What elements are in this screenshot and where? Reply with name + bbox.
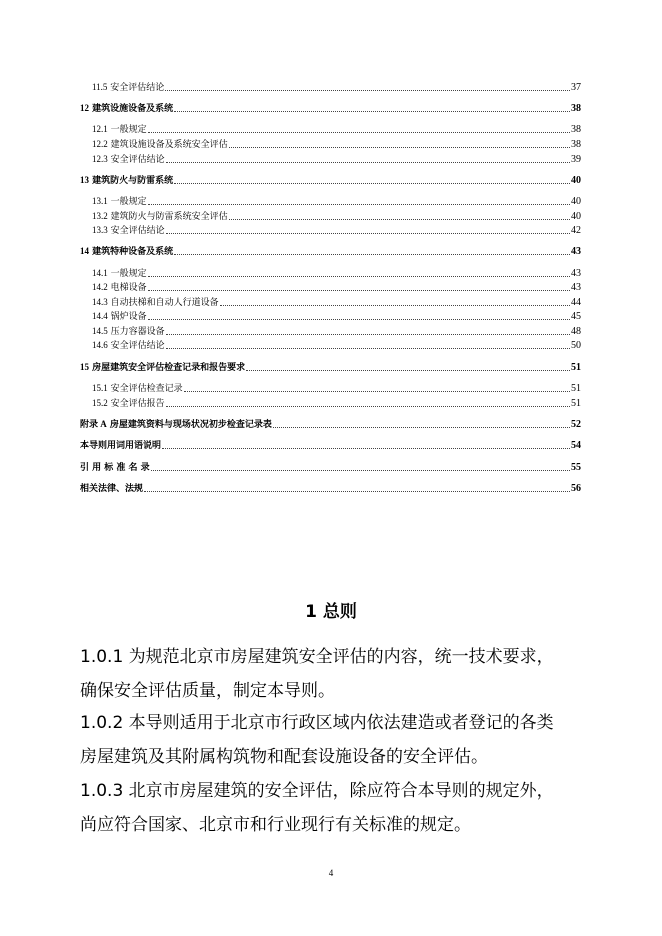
toc-entry[interactable] [0,137,662,151]
toc-entry[interactable] [0,360,662,374]
toc-entry-text: 建筑防火与防雷系统安全评估 [110,212,228,222]
page-number: 4 [328,868,334,878]
toc-entry[interactable] [0,338,662,352]
toc-entry-title [92,195,147,208]
toc-entry[interactable] [0,152,662,166]
toc-entry-title [92,153,165,166]
toc-entry-number: 12 [80,103,89,113]
toc-entry-text: 压力容器设备 [110,327,165,337]
toc-entry-title [80,245,173,258]
toc-entry-title [92,325,165,338]
toc-leader-dots [229,146,570,148]
toc-entry[interactable] [0,244,662,258]
toc-leader-dots [148,131,570,133]
toc-entry-title [80,483,143,495]
clause-1-0-2 [80,706,590,774]
toc-entry-page: 51 [571,383,581,394]
toc-entry-page: 38 [571,103,581,114]
toc-entry-title [92,224,165,237]
toc-leader-dots [273,426,570,428]
toc-entry-title [92,210,228,223]
toc-entry[interactable] [0,438,662,452]
toc-leader-dots [174,182,570,184]
toc-entry-number: 14.3 [92,297,108,307]
toc-entry-text: 安全评估结论 [110,226,165,236]
toc-entry-text: 房屋建筑资料与现场状况初步检查记录表 [109,420,272,430]
toc-entry-title [92,123,147,136]
toc-entry-text: 自动扶梯和自动人行道设备 [110,298,219,308]
toc-entry-number: 13.1 [92,196,108,206]
toc-entry-title [92,310,147,323]
toc-entry-page: 38 [571,124,581,135]
toc-entry-page: 51 [571,398,581,409]
toc-entry-text: 建筑设施设备及系统安全评估 [110,140,228,150]
toc-entry-title [80,174,173,187]
toc-entry-text: 建筑设施设备及系统 [92,104,174,114]
toc-entry-text: 安全评估结论 [110,341,165,351]
toc-entry-text: 房屋建筑安全评估检查记录和报告要求 [92,363,246,373]
toc-entry[interactable] [0,122,662,136]
toc-leader-dots [148,275,570,277]
toc-entry[interactable] [0,80,662,94]
toc-leader-dots [148,203,570,205]
toc-entry-page: 40 [571,196,581,207]
toc-leader-dots [148,318,570,320]
toc-entry[interactable] [0,295,662,309]
toc-leader-dots [166,405,570,407]
toc-entry-number: 12.3 [92,154,108,164]
toc-entry-title [92,296,219,309]
toc-entry-number: 12.1 [92,124,108,134]
toc-entry-text: 安全评估结论 [110,155,165,165]
toc-leader-dots [174,110,570,112]
toc-entry-text: 一般规定 [110,125,147,135]
toc-entry-title [92,397,165,410]
toc-entry-page: 37 [571,82,581,93]
toc-leader-dots [166,347,570,349]
toc-entry-number: 14.2 [92,282,108,292]
toc-entry-text: 安全评估报告 [110,399,165,409]
toc-entry-title [92,382,183,395]
toc-entry-text: 电梯设备 [110,283,147,293]
toc-leader-dots [166,161,570,163]
toc-entry-title [92,138,228,151]
clause-1-0-3-line2: 尚应符合国家、北京市和行业现行有关标准的规定。 [80,815,471,835]
toc-entry[interactable] [0,460,662,474]
toc-entry-text: 锅炉设备 [110,312,147,322]
toc-entry-text: 建筑防火与防雷系统 [92,176,174,186]
toc-entry-page: 55 [571,462,581,473]
toc-entry[interactable] [0,209,662,223]
toc-entry-text: 一般规定 [110,269,147,279]
toc-entry[interactable] [0,101,662,115]
toc-entry-page: 52 [571,419,581,430]
toc-entry-title [92,281,147,294]
toc-entry-text: 安全评估结论 [110,83,165,93]
toc-leader-dots [165,89,570,91]
toc-entry[interactable] [0,223,662,237]
toc-entry-number: 15.2 [92,398,108,408]
toc-leader-dots [148,289,570,291]
toc-entry-title [80,462,150,474]
toc-entry[interactable] [0,280,662,294]
toc-entry-page: 51 [571,362,581,373]
section-heading: 1 总则 [305,602,357,622]
toc-entry[interactable] [0,173,662,187]
toc-entry-page: 48 [571,326,581,337]
toc-entry-number: 附录 A [80,419,107,429]
toc-leader-dots [174,253,570,255]
toc-entry-number: 15.1 [92,383,108,393]
toc-entry-title [92,339,165,352]
toc-entry-page: 43 [571,268,581,279]
toc-entry-page: 39 [571,154,581,165]
toc-entry-text: 引 用 标 准 名 录 [80,463,150,473]
toc-entry[interactable] [0,381,662,395]
toc-entry-number: 12.2 [92,139,108,149]
toc-leader-dots [166,232,570,234]
toc-leader-dots [151,469,570,471]
toc-entry-number: 14.1 [92,268,108,278]
clause-1-0-1 [80,640,590,708]
toc-leader-dots [220,304,570,306]
toc-entry-page: 43 [571,282,581,293]
toc-entry-page: 42 [571,225,581,236]
toc-entry[interactable] [0,266,662,280]
toc-entry[interactable] [0,481,662,495]
toc-entry-page: 45 [571,311,581,322]
toc-entry-text: 相关法律、法规 [80,484,144,494]
toc-entry-text: 一般规定 [110,197,147,207]
toc-leader-dots [144,490,570,492]
toc-entry-title [92,267,147,280]
clause-1-0-3 [80,774,590,842]
toc-entry-number: 15 [80,362,89,372]
toc-entry[interactable] [0,194,662,208]
clause-1-0-1-line1: 1.0.1 为规范北京市房屋建筑安全评估的内容，统一技术要求， [80,647,554,667]
toc-leader-dots [184,390,570,392]
toc-entry-number: 13.3 [92,225,108,235]
toc-entry-page: 40 [571,211,581,222]
toc-entry-text: 本导则用词用语说明 [80,441,162,451]
toc-entry-page: 44 [571,297,581,308]
clause-1-0-2-line2: 房屋建筑及其附属构筑物和配套设施设备的安全评估。 [80,747,488,767]
toc-entry-title [80,418,272,431]
toc-entry-title [80,440,161,452]
toc-entry-page: 38 [571,139,581,150]
toc-leader-dots [162,447,570,449]
toc-entry-title [80,102,173,115]
toc-leader-dots [166,333,570,335]
toc-entry-page: 50 [571,340,581,351]
toc-entry-page: 54 [571,440,581,451]
toc-entry-text: 安全评估检查记录 [110,384,183,394]
toc-entry-number: 14.5 [92,326,108,336]
toc-entry[interactable] [0,309,662,323]
clause-1-0-3-line1: 1.0.3 北京市房屋建筑的安全评估，除应符合本导则的规定外， [80,781,554,801]
toc-entry-page: 40 [571,175,581,186]
toc-entry-text: 建筑特种设备及系统 [92,247,174,257]
toc-entry-number: 14.4 [92,311,108,321]
toc-entry[interactable] [0,417,662,431]
clause-1-0-2-line1: 1.0.2 本导则适用于北京市行政区域内依法建造或者登记的各类 [80,713,554,733]
toc-entry[interactable] [0,396,662,410]
toc-entry-page: 43 [571,246,581,257]
toc-entry-number: 13.2 [92,211,108,221]
toc-entry-page: 56 [571,483,581,494]
toc-entry[interactable] [0,324,662,338]
clause-1-0-1-line2: 确保安全评估质量，制定本导则。 [80,681,335,701]
toc-entry-number: 11.5 [92,82,108,92]
toc-leader-dots [229,218,570,220]
toc-entry-title [80,361,245,374]
toc-entry-title [92,81,164,94]
toc-leader-dots [246,369,570,371]
toc-entry-number: 14.6 [92,340,108,350]
toc-entry-number: 14 [80,246,89,256]
toc-entry-number: 13 [80,175,89,185]
